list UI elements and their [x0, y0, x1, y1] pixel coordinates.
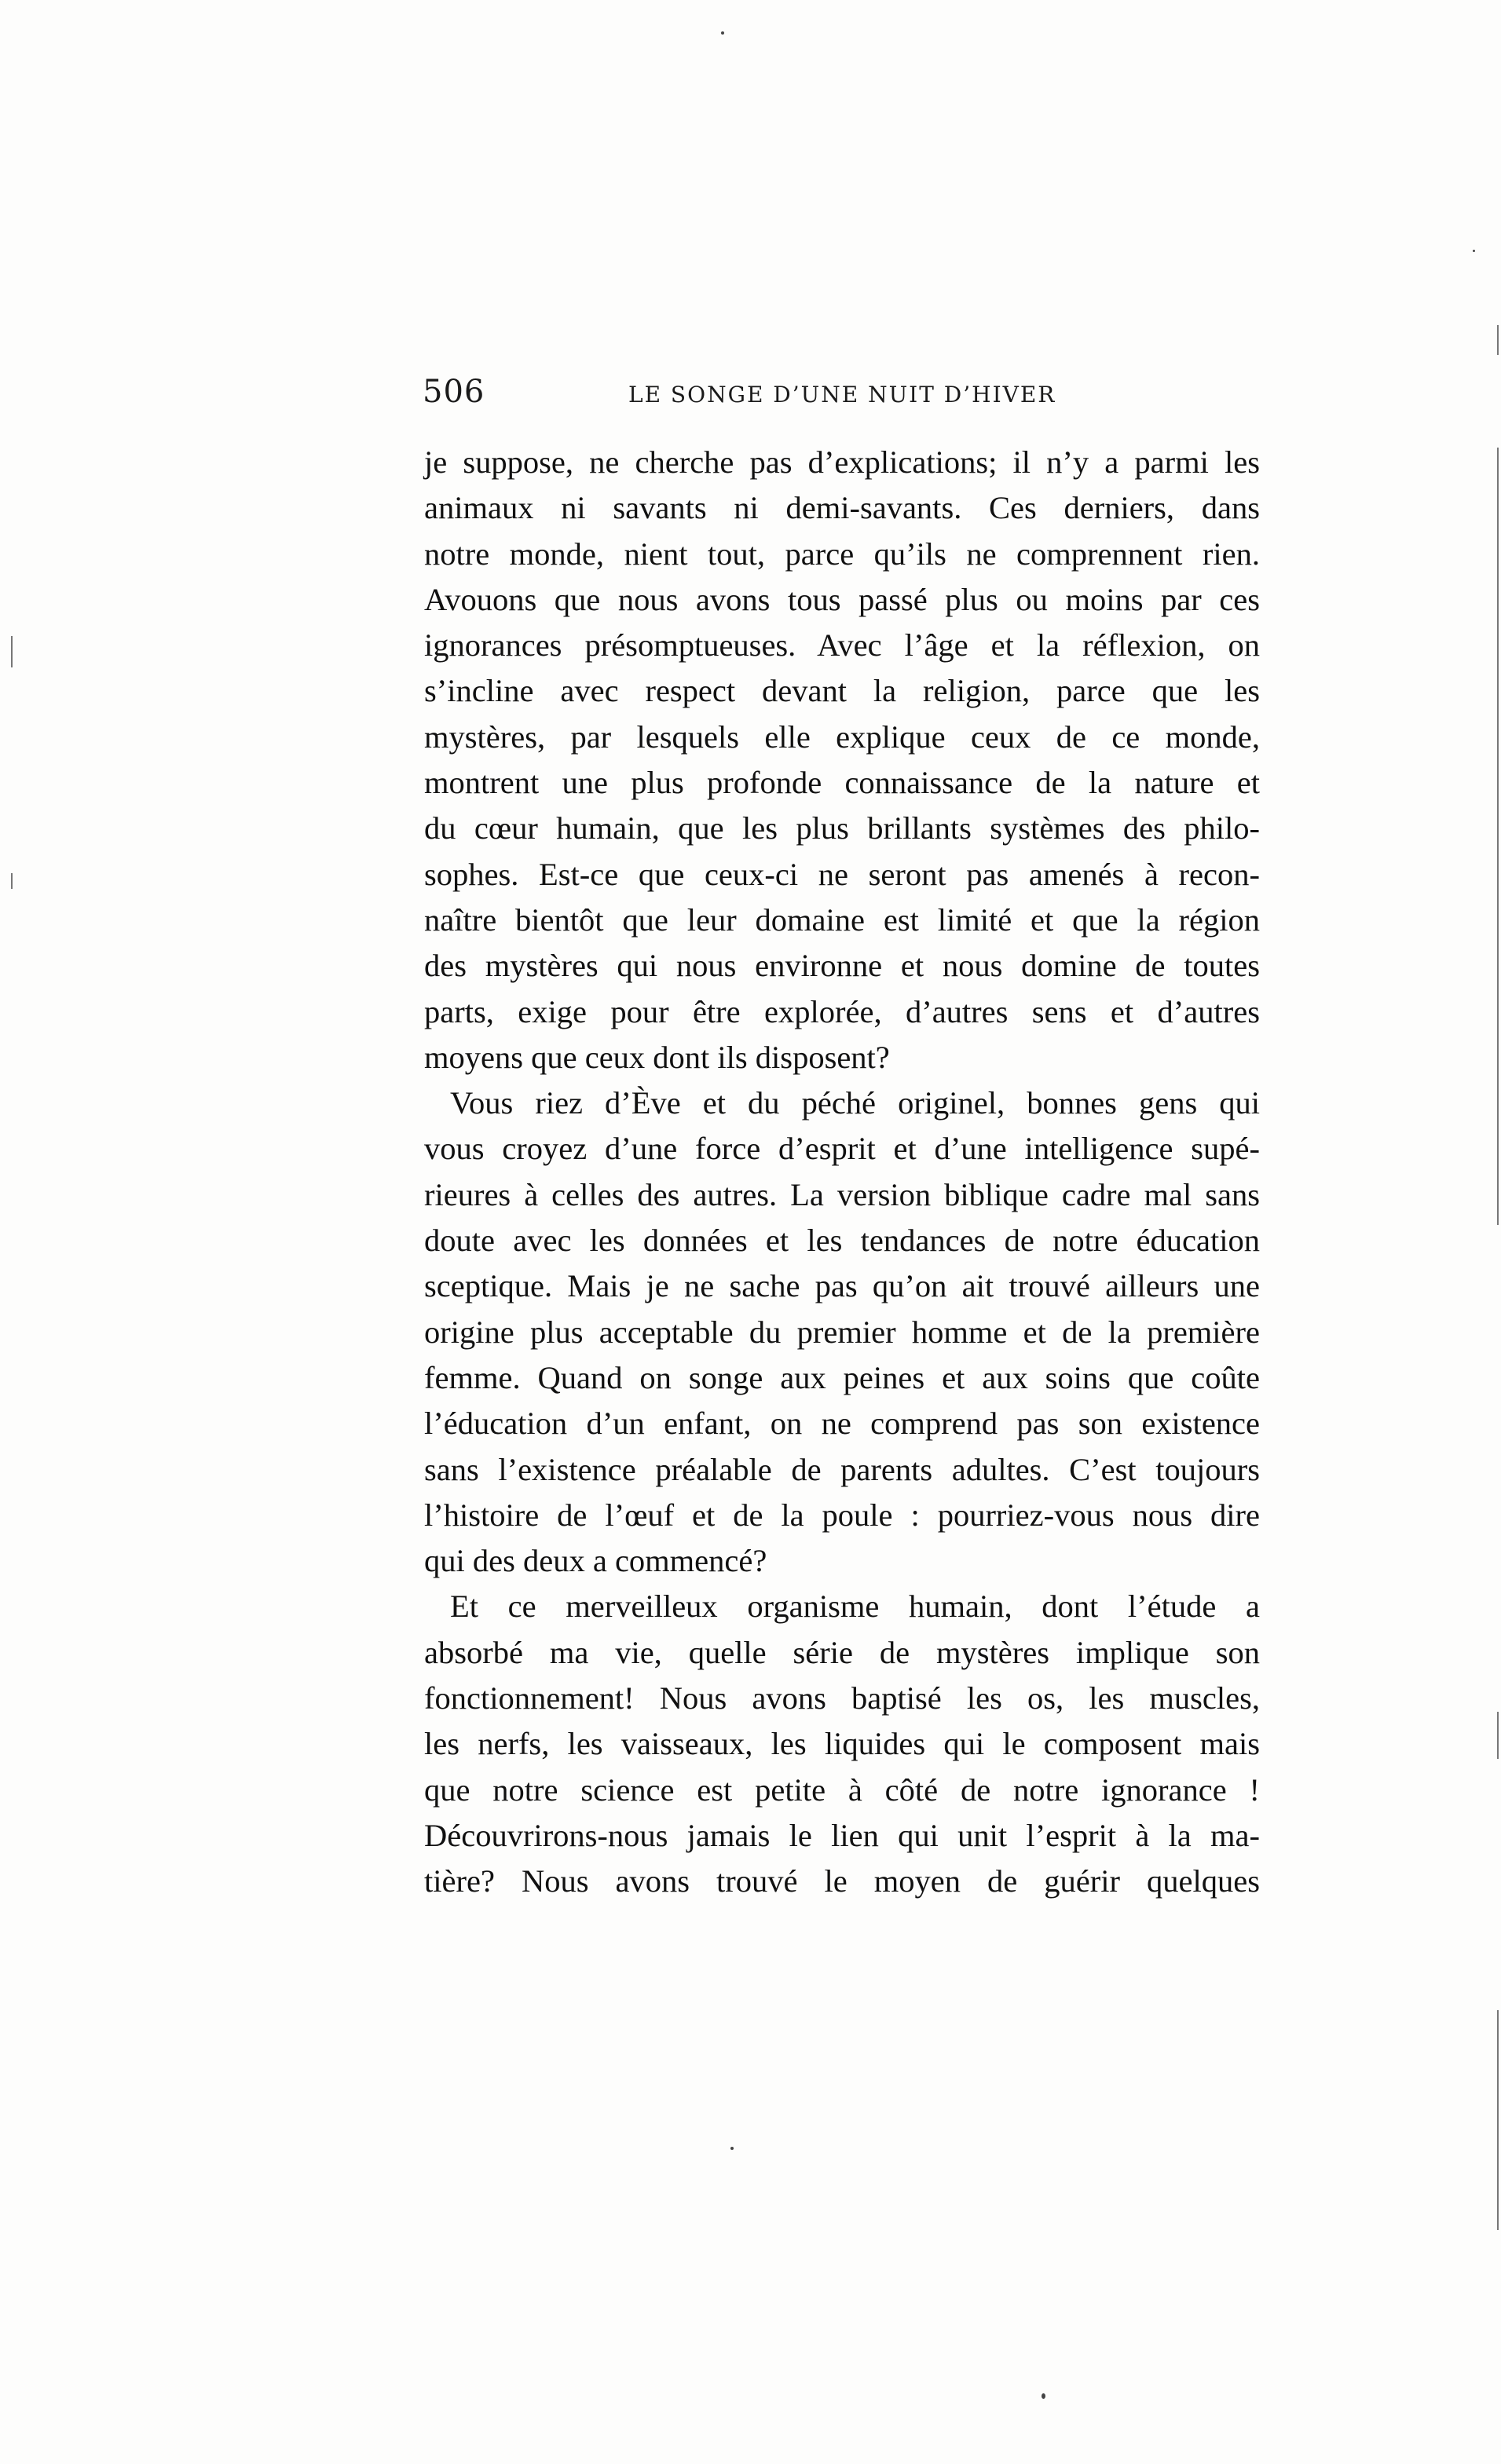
text-line: qui des deux a commencé?	[424, 1543, 767, 1579]
text-line: tière? Nous avons trouvé le moyen de guérir quelques	[424, 1863, 1260, 1899]
text-line: les nerfs, les vaisseaux, les liquides qui le composent mais	[424, 1726, 1260, 1762]
text-line: fonctionnement! Nous avons baptisé les os, les muscles,	[424, 1680, 1260, 1716]
text-line: montrent une plus profonde connaissance de la nature et	[424, 765, 1260, 801]
scan-edge-mark	[1497, 1712, 1499, 1759]
text-line: Vous riez d’Ève et du péché originel, bonnes gens qui	[450, 1085, 1260, 1121]
text-line: sans l’existence préalable de parents adultes. C’est toujours	[424, 1451, 1260, 1487]
paragraph-3	[424, 1584, 1260, 1904]
scan-edge-mark	[1497, 325, 1499, 355]
page-header	[423, 374, 1267, 421]
text-line: animaux ni savants ni demi-savants. Ces derniers, dans	[424, 490, 1260, 526]
body-text	[424, 440, 1260, 1905]
text-line: vous croyez d’une force d’esprit et d’une intelligence supé-	[424, 1131, 1260, 1167]
text-line: Découvrirons-nous jamais le lien qui unit l’esprit à la ma-	[424, 1817, 1260, 1853]
text-line: l’éducation d’un enfant, on ne comprend pas son existence	[424, 1406, 1260, 1442]
text-line: je suppose, ne cherche pas d’explications; il n’y a parmi les	[424, 444, 1260, 480]
text-line: notre monde, nient tout, parce qu’ils ne comprennent rien.	[424, 536, 1260, 572]
text-line: Avouons que nous avons tous passé plus ou moins par ces	[424, 581, 1260, 617]
scan-edge-mark	[11, 636, 13, 667]
text-line: origine plus acceptable du premier homme et de la première	[424, 1314, 1260, 1350]
paragraph-2	[424, 1080, 1260, 1584]
scan-speck	[1042, 2393, 1045, 2399]
scan-speck	[721, 31, 724, 35]
text-line: doute avec les données et les tendances de notre éducation	[424, 1223, 1260, 1259]
text-line: s’incline avec respect devant la religion, parce que les	[424, 673, 1260, 709]
text-line: que notre science est petite à côté de notre ignorance !	[424, 1771, 1260, 1808]
text-line: parts, exige pour être explorée, d’autres sens et d’autres	[424, 993, 1260, 1029]
text-line: sophes. Est-ce que ceux-ci ne seront pas amenés à recon-	[424, 856, 1260, 892]
text-line: femme. Quand on songe aux peines et aux soins que coûte	[424, 1359, 1260, 1395]
text-line: naître bientôt que leur domaine est limité et que la région	[424, 901, 1260, 938]
text-line: moyens que ceux dont ils disposent?	[424, 1039, 890, 1075]
text-line: sceptique. Mais je ne sache pas qu’on ait trouvé ailleurs une	[424, 1268, 1260, 1304]
text-line: ignorances présomptueuses. Avec l’âge et la réflexion, on	[424, 627, 1260, 664]
text-line: du cœur humain, que les plus brillants systèmes des philo-	[424, 810, 1260, 846]
scan-speck	[1473, 250, 1475, 252]
scan-edge-mark	[11, 873, 13, 889]
scan-edge-mark	[1497, 448, 1499, 1225]
text-line: mystères, par lesquels elle explique ceux de ce monde,	[424, 718, 1260, 755]
text-line: des mystères qui nous environne et nous domine de toutes	[424, 948, 1260, 984]
text-line: rieures à celles des autres. La version biblique cadre mal sans	[424, 1176, 1260, 1212]
scan-speck	[730, 2147, 734, 2150]
scan-edge-mark	[1497, 2010, 1499, 2230]
page-number: 506	[423, 374, 485, 410]
paragraph-1	[424, 440, 1260, 1080]
text-line: absorbé ma vie, quelle série de mystères implique son	[424, 1634, 1260, 1670]
text-line: l’histoire de l’œuf et de la poule : pourriez-vous nous dire	[424, 1497, 1260, 1533]
running-title: LE SONGE D’UNE NUIT D’HIVER	[628, 382, 1056, 408]
text-line: Et ce merveilleux organisme humain, dont l’étude a	[450, 1588, 1260, 1625]
